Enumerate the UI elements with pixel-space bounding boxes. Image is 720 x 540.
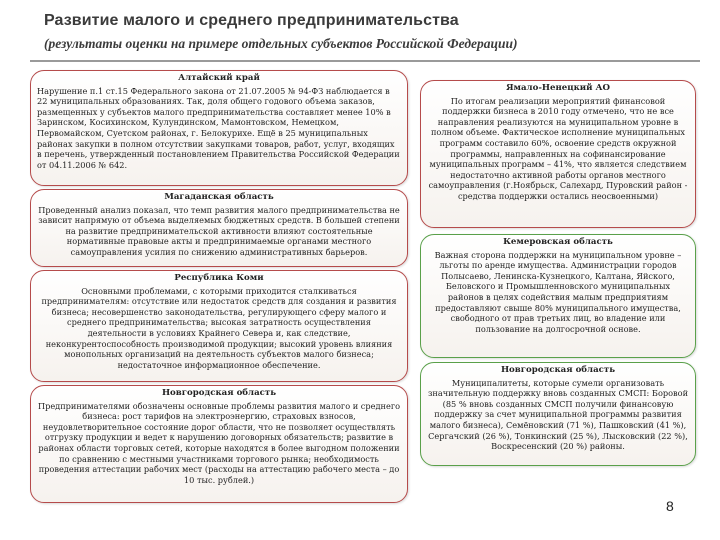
card-novgorod-support (420, 362, 696, 466)
card-heading: Ямало-Ненецкий АО (505, 83, 611, 93)
title-divider (30, 60, 700, 62)
card-magadan (30, 189, 408, 267)
card-altai (30, 70, 408, 186)
card-heading: Республика Коми (174, 273, 264, 283)
card-text: Муниципалитеты, которые сумели организовать значительную поддержку вновь созданных СМСП: Боровой (85 % вновь созданных СМСП получили финансовую поддержку за счет муниципальной программы развития малого бизнеса), Семёновский (71 %), Пашковский (41 %), Сергачский (26 %), Тонкинский (25 %), Лысковский (22 %), Воскресенский (20 %) районы. (427, 377, 689, 452)
card-heading: Кемеровская область (503, 237, 613, 247)
card-heading: Алтайский край (178, 73, 260, 83)
card-kemerovo (420, 234, 696, 358)
card-text: Основными проблемами, с которыми приходится сталкиваться предпринимателям: отсутствие или недостаток средств для создания и развития бизнеса; несовершенство законодательства, регулирующего сферу малого и среднего предпринимательства; высокая затратность осуществления деятельности в условиях Крайнего Севера и, как следствие, неконкурентоспособность производимой продукции; высокий уровень влияния монопольных организаций на деятельность субъектов малого бизнеса; недостаточное информационное обеспечение. (41, 285, 397, 370)
card-text: Важная сторона поддержки на муниципальном уровне – льготы по аренде имущества. Администрации городов Полысаево, Ленинска-Кузнецкого, Калтана, Яйского, Беловского и Промышленновского муниципальных районов в целях содействия малым предприятиям предоставляют свыше 80% муниципального имущества, свободного от прав третьих лиц, во владение или пользование на долгосрочной основе. (434, 249, 682, 334)
card-text: Проведенный анализ показал, что темп развития малого предпринимательства не зависит напрямую от объема выделяемых бюджетных средств. В большей степени на развитие предпринимательской активности влияют состоятельные нормативные правовые акты и предпринимаемые органами местного самоуправления усилия по снижению административных барьеров. (38, 204, 400, 257)
card-heading: Магаданская область (164, 192, 274, 202)
card-text: Нарушение п.1 ст.15 Федерального закона от 21.07.2005 № 94-ФЗ наблюдается в 22 муниципальных образованиях. Так, доля общего годового объема заказов, размещенных у субъектов малого предпринимательства составляет менее 10% в Заринском, Косихинском, Кулундинском, Мамонтовском, Немецком, Первомайском, Суетском районах, г. Белокурихе. Ещё в 25 муниципальных районах закупки в полном отсутствии закупками товаров, работ, услуг, входящих в перечень, утвержденный постановлением Правительства Российской Федерации от 04.11.2006 № 642. (37, 85, 400, 170)
card-text: По итогам реализации мероприятий финансовой поддержки бизнеса в 2010 году отмечено, что не все направления реализуются на муниципальном уровне в полном объеме. Фактическое исполнение муниципальных программ составило 60%, освоение средств окружной программы, направленных на софинансирование муниципальных программ – 41%, что является следствием недостаточно активной работы органов местного самоуправления (г.Ноябрьск, Салехард, Пуровский район - средства поддержки остались неосвоенными) (428, 95, 688, 201)
page-number: 8 (666, 498, 674, 514)
card-novgorod-problems (30, 385, 408, 503)
card-komi (30, 270, 408, 382)
card-heading: Новгородская область (161, 388, 277, 398)
card-yamal (420, 80, 696, 228)
card-text: Предпринимателями обозначены основные проблемы развития малого и среднего бизнеса: рост тарифов на электроэнергию, страховых взносов, неудовлетворительное состояние дорог области, что не позволяет осуществлять отгрузку продукции и ведет к нарушению договорных обязательств; развитие в районах области торговых сетей, которые находятся в более выгодном положении по сравнению с местными участниками торгового рынка; необходимость проведения аттестации рабочих мест (расходы на аттестацию рабочего места – до 10 тыс. рублей.) (37, 400, 401, 485)
card-heading: Новгородская область (500, 365, 616, 375)
page-title: Развитие малого и среднего предпринимательства (44, 12, 459, 29)
page-subtitle: (результаты оценки на примере отдельных субъектов Российской Федерации) (44, 36, 518, 51)
